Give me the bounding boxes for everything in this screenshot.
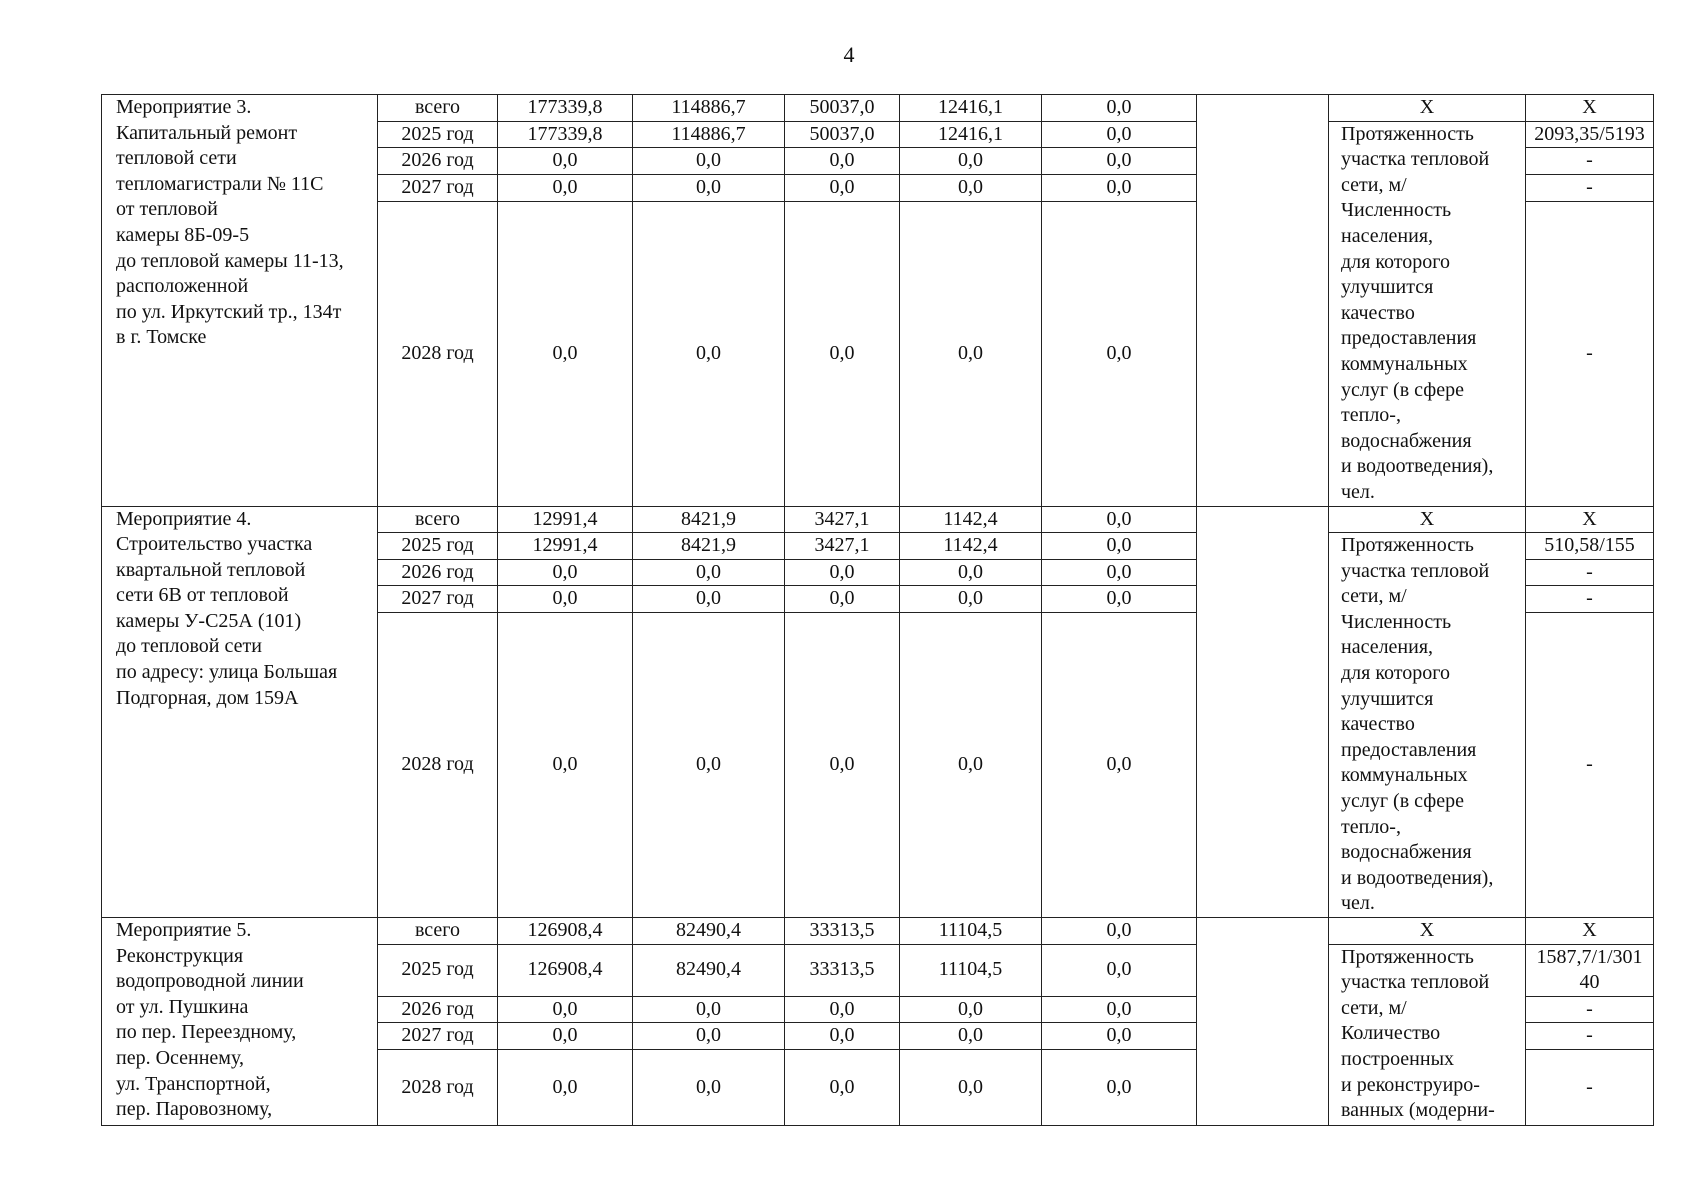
value-header-cell: Х	[1526, 95, 1654, 122]
value-cell: 0,0	[785, 613, 900, 918]
period-cell: всего	[378, 918, 498, 945]
indicator-value-cell: -	[1526, 559, 1654, 586]
period-cell: 2025 год	[378, 944, 498, 996]
value-cell: 0,0	[785, 1049, 900, 1125]
value-cell: 0,0	[900, 586, 1042, 613]
value-cell: 8421,9	[633, 506, 785, 533]
indicator-value-cell: -	[1526, 586, 1654, 613]
value-cell: 0,0	[633, 559, 785, 586]
indicator-value-cell: -	[1526, 1049, 1654, 1125]
table-row	[102, 95, 1654, 122]
empty-cell	[1197, 918, 1329, 1126]
value-cell: 0,0	[785, 559, 900, 586]
indicator-header-cell: Х	[1329, 506, 1526, 533]
value-cell: 0,0	[900, 559, 1042, 586]
value-cell: 82490,4	[633, 944, 785, 996]
value-cell: 0,0	[498, 613, 633, 918]
value-cell: 0,0	[498, 1049, 633, 1125]
value-cell: 0,0	[498, 1023, 633, 1050]
indicator-value-cell: -	[1526, 613, 1654, 918]
value-cell: 0,0	[785, 996, 900, 1023]
value-cell: 1142,4	[900, 506, 1042, 533]
value-cell: 0,0	[1042, 95, 1197, 122]
indicator-value-cell: -	[1526, 1023, 1654, 1050]
indicator-cell: Протяженность участка тепловой сети, м/ Численность населения, для которого улучшится качество предоставления коммунальных услуг (в сфере тепло-, водоснабжения и водоотведения), чел.	[1329, 121, 1526, 506]
value-cell: 3427,1	[785, 533, 900, 560]
value-cell: 0,0	[785, 201, 900, 506]
value-cell: 0,0	[785, 174, 900, 201]
value-cell: 0,0	[1042, 148, 1197, 175]
value-cell: 0,0	[900, 201, 1042, 506]
period-cell: 2027 год	[378, 1023, 498, 1050]
value-cell: 0,0	[498, 174, 633, 201]
value-cell: 0,0	[900, 148, 1042, 175]
page-number: 4	[843, 42, 855, 67]
value-cell: 177339,8	[498, 95, 633, 122]
value-cell: 11104,5	[900, 944, 1042, 996]
value-cell: 8421,9	[633, 533, 785, 560]
indicator-cell: Протяженность участка тепловой сети, м/ Численность населения, для которого улучшится качество предоставления коммунальных услуг (в сфере тепло-, водоснабжения и водоотведения), чел.	[1329, 533, 1526, 918]
empty-cell	[1197, 506, 1329, 918]
measure-name: Мероприятие 3. Капитальный ремонт тепловой сети тепломагистрали № 11С от тепловой камеры 8Б-09-5 до тепловой камеры 11-13, расположенной по ул. Иркутский тр., 134т в г. Томске	[102, 95, 378, 507]
value-cell: 0,0	[1042, 944, 1197, 996]
value-cell: 33313,5	[785, 944, 900, 996]
value-cell: 50037,0	[785, 121, 900, 148]
indicator-header-cell: Х	[1329, 918, 1526, 945]
period-cell: всего	[378, 506, 498, 533]
value-cell: 0,0	[1042, 996, 1197, 1023]
value-cell: 0,0	[633, 174, 785, 201]
value-cell: 0,0	[1042, 201, 1197, 506]
value-cell: 0,0	[498, 586, 633, 613]
measure-name: Мероприятие 5. Реконструкция водопроводной линии от ул. Пушкина по пер. Переездному, пер. Осеннему, ул. Транспортной, пер. Паровозному,	[102, 918, 378, 1126]
value-cell: 0,0	[1042, 1049, 1197, 1125]
indicator-value-cell: 1587,7/1/301 40	[1526, 944, 1654, 996]
value-cell: 0,0	[1042, 613, 1197, 918]
period-cell: 2027 год	[378, 586, 498, 613]
period-cell: 2026 год	[378, 148, 498, 175]
indicator-value-cell: 2093,35/5193	[1526, 121, 1654, 148]
indicator-value-cell: -	[1526, 996, 1654, 1023]
value-cell: 0,0	[785, 148, 900, 175]
indicator-header-cell: Х	[1329, 95, 1526, 122]
table-body	[102, 95, 1654, 1126]
indicator-cell: Протяженность участка тепловой сети, м/ Количество построенных и реконструиро- ванных (модерни-	[1329, 944, 1526, 1125]
value-cell: 0,0	[1042, 174, 1197, 201]
value-cell: 50037,0	[785, 95, 900, 122]
value-cell: 3427,1	[785, 506, 900, 533]
period-cell: 2026 год	[378, 559, 498, 586]
indicator-value-cell: -	[1526, 201, 1654, 506]
table-row	[102, 506, 1654, 533]
value-cell: 0,0	[498, 201, 633, 506]
value-cell: 0,0	[633, 201, 785, 506]
value-cell: 12416,1	[900, 121, 1042, 148]
value-cell: 0,0	[1042, 121, 1197, 148]
period-cell: 2028 год	[378, 1049, 498, 1125]
indicator-value-cell: -	[1526, 148, 1654, 175]
value-cell: 0,0	[1042, 918, 1197, 945]
value-cell: 12991,4	[498, 533, 633, 560]
value-cell: 1142,4	[900, 533, 1042, 560]
value-cell: 11104,5	[900, 918, 1042, 945]
indicator-value-cell: -	[1526, 174, 1654, 201]
value-header-cell: Х	[1526, 918, 1654, 945]
table-row	[102, 918, 1654, 945]
period-cell: 2026 год	[378, 996, 498, 1023]
value-cell: 0,0	[785, 586, 900, 613]
value-cell: 114886,7	[633, 95, 785, 122]
value-cell: 0,0	[900, 174, 1042, 201]
value-cell: 0,0	[498, 996, 633, 1023]
period-cell: всего	[378, 95, 498, 122]
period-cell: 2028 год	[378, 613, 498, 918]
value-cell: 0,0	[633, 148, 785, 175]
value-cell: 114886,7	[633, 121, 785, 148]
value-cell: 0,0	[633, 1023, 785, 1050]
value-cell: 0,0	[633, 586, 785, 613]
period-cell: 2027 год	[378, 174, 498, 201]
measures-table	[101, 94, 1654, 1126]
period-cell: 2025 год	[378, 121, 498, 148]
value-cell: 0,0	[633, 613, 785, 918]
value-cell: 0,0	[1042, 559, 1197, 586]
indicator-value-cell: 510,58/155	[1526, 533, 1654, 560]
empty-cell	[1197, 95, 1329, 507]
value-cell: 126908,4	[498, 918, 633, 945]
value-cell: 12416,1	[900, 95, 1042, 122]
value-cell: 0,0	[633, 1049, 785, 1125]
value-cell: 0,0	[900, 1049, 1042, 1125]
measure-name: Мероприятие 4. Строительство участка квартальной тепловой сети 6В от тепловой камеры У-С25А (101) до тепловой сети по адресу: улица Большая Подгорная, дом 159А	[102, 506, 378, 918]
value-cell: 33313,5	[785, 918, 900, 945]
value-cell: 126908,4	[498, 944, 633, 996]
value-cell: 177339,8	[498, 121, 633, 148]
value-cell: 0,0	[900, 996, 1042, 1023]
period-cell: 2025 год	[378, 533, 498, 560]
value-cell: 0,0	[1042, 586, 1197, 613]
value-cell: 0,0	[1042, 506, 1197, 533]
value-cell: 0,0	[1042, 533, 1197, 560]
value-cell: 82490,4	[633, 918, 785, 945]
value-cell: 0,0	[1042, 1023, 1197, 1050]
value-cell: 0,0	[900, 613, 1042, 918]
value-cell: 0,0	[785, 1023, 900, 1050]
value-cell: 0,0	[498, 148, 633, 175]
value-cell: 12991,4	[498, 506, 633, 533]
value-header-cell: Х	[1526, 506, 1654, 533]
value-cell: 0,0	[900, 1023, 1042, 1050]
value-cell: 0,0	[498, 559, 633, 586]
period-cell: 2028 год	[378, 201, 498, 506]
value-cell: 0,0	[633, 996, 785, 1023]
